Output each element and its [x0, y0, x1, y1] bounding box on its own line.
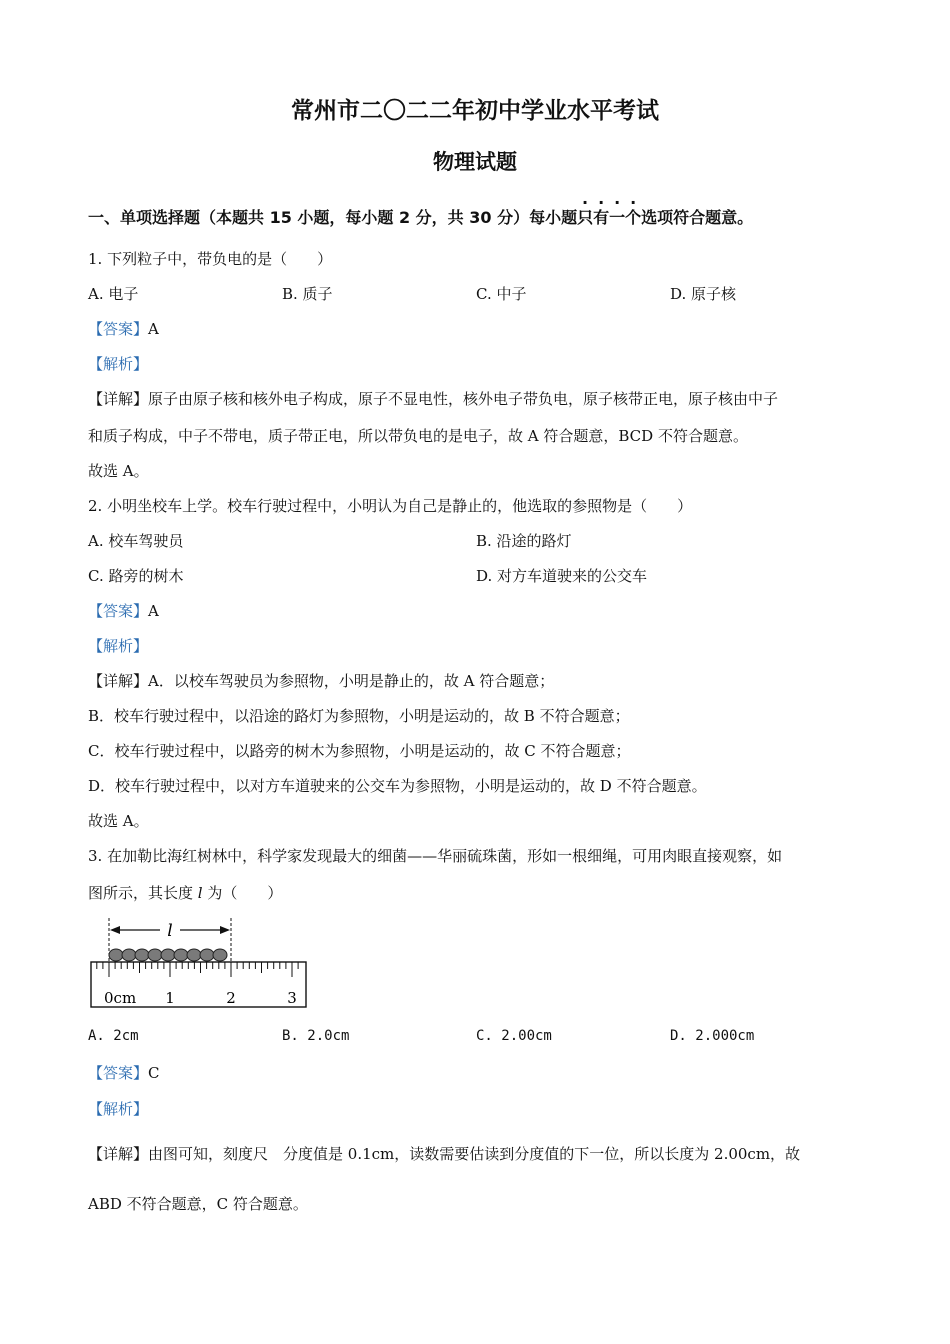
- q1-option-b: B. 质子: [282, 285, 333, 303]
- length-label: l: [167, 921, 173, 941]
- stem-text: 为（ ）: [202, 884, 283, 902]
- q2-detail-d: D．校车行驶过程中，以对方车道驶来的公交车为参照物，小明是运动的，故 D 不符合题意。: [88, 777, 707, 795]
- bacterium: [109, 949, 227, 961]
- q3-detail-line2: ABD 不符合题意，C 符合题意。: [88, 1195, 308, 1213]
- q2-stem: 2. 小明坐校车上学。校车行驶过程中，小明认为自己是静止的，他选取的参照物是（ ）: [88, 497, 693, 515]
- q2-option-a: A. 校车驾驶员: [88, 532, 184, 550]
- q3-analysis-tag: 【解析】: [88, 1100, 149, 1118]
- q2-option-c: C. 路旁的树木: [88, 567, 184, 585]
- length-variable: l: [197, 884, 203, 902]
- stem-text: 图所示，其长度: [88, 884, 198, 902]
- section-heading: [88, 205, 753, 228]
- q3-stem-line2: [88, 882, 282, 903]
- arrow-left-head: [110, 926, 120, 934]
- q1-option-d: D. 原子核: [670, 285, 737, 303]
- detail-text: A．以校车驾驶员为参照物，小明是静止的，故 A 符合题意；: [148, 672, 555, 690]
- section-emph-4: 个: [625, 208, 642, 227]
- ruler-label-2: 2: [226, 989, 236, 1007]
- detail-tag: 【详解】: [88, 390, 149, 408]
- section-prefix: 一、单项选择题（本题共 15 小题，每小题 2 分，共 30 分）每小题: [88, 208, 578, 227]
- detail-tag: 【详解】: [88, 672, 149, 690]
- q3-stem-line1: 3. 在加勒比海红树林中，科学家发现最大的细菌——华丽硫珠菌，形如一根细绳，可用肉眼直接观察，如: [88, 847, 783, 865]
- q3-option-d: D. 2.000cm: [670, 1028, 755, 1044]
- ruler-label-1: 1: [165, 989, 175, 1007]
- q2-conclusion: 故选 A。: [88, 812, 149, 830]
- q1-answer: [88, 318, 159, 339]
- q2-detail-a: [88, 670, 554, 691]
- q3-option-a: A. 2cm: [88, 1028, 139, 1044]
- detail-text: 原子由原子核和核外电子构成，原子不显电性，核外电子带负电，原子核带正电，原子核由中子: [148, 390, 779, 408]
- q2-answer: [88, 600, 159, 621]
- detail-text: 由图可知，刻度尺 分度值是 0.1cm，读数需要估读到分度值的下一位，所以长度为 2.00cm，故: [148, 1145, 801, 1163]
- section-emph-2: 有: [593, 208, 610, 227]
- ruler-figure: [88, 916, 312, 1010]
- page-subtitle: 物理试题: [433, 150, 517, 174]
- q2-option-d: D. 对方车道驶来的公交车: [476, 567, 648, 585]
- q1-option-c: C. 中子: [476, 285, 527, 303]
- q2-detail-c: C．校车行驶过程中，以路旁的树木为参照物，小明是运动的，故 C 不符合题意；: [88, 742, 631, 760]
- q2-option-b: B. 沿途的路灯: [476, 532, 572, 550]
- q2-detail-b: B．校车行驶过程中，以沿途的路灯为参照物，小明是运动的，故 B 不符合题意；: [88, 707, 630, 725]
- answer-tag: 【答案】: [88, 320, 149, 338]
- q2-analysis-tag: 【解析】: [88, 637, 149, 655]
- answer-value: C: [148, 1064, 160, 1082]
- q1-option-a: A. 电子: [88, 285, 139, 303]
- q3-option-b: B. 2.0cm: [282, 1028, 350, 1044]
- answer-value: A: [148, 320, 159, 338]
- page-title: 常州市二〇二二年初中学业水平考试: [291, 98, 659, 124]
- answer-tag: 【答案】: [88, 602, 149, 620]
- section-emph-3: 一: [609, 208, 626, 227]
- q1-conclusion: 故选 A。: [88, 462, 149, 480]
- section-suffix: 选项符合题意。: [641, 208, 754, 227]
- ruler-label-3: 3: [287, 989, 297, 1007]
- arrow-right-head: [220, 926, 230, 934]
- q3-detail-line1: [88, 1143, 800, 1164]
- q3-option-c: C. 2.00cm: [476, 1028, 552, 1044]
- q1-detail-line1: [88, 388, 778, 409]
- q1-stem: 1. 下列粒子中，带负电的是（ ）: [88, 250, 333, 268]
- q3-answer: [88, 1062, 160, 1083]
- answer-tag: 【答案】: [88, 1064, 149, 1082]
- q1-detail-line2: 和质子构成，中子不带电，质子带正电，所以带负电的是电子，故 A 符合题意，BCD 不符合题意。: [88, 427, 748, 445]
- ruler-label-0: 0cm: [104, 989, 137, 1007]
- answer-value: A: [148, 602, 159, 620]
- section-emph-1: 只: [577, 208, 594, 227]
- q1-analysis-tag: 【解析】: [88, 355, 149, 373]
- detail-tag: 【详解】: [88, 1145, 149, 1163]
